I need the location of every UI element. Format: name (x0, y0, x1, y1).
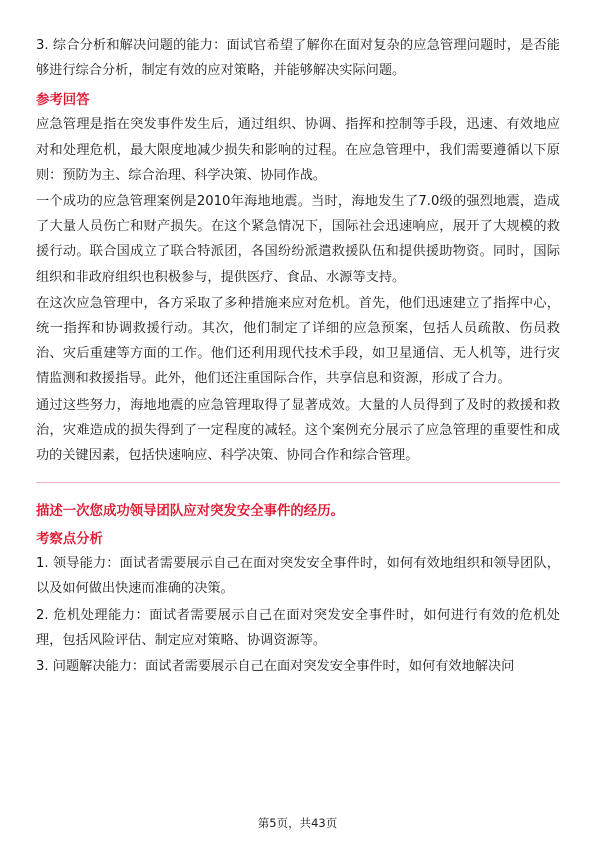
answer-paragraph-1: 应急管理是指在突发事件发生后，通过组织、协调、指挥和控制等手段，迅速、有效地应对和处理危机，最大限度地减少损失和影响的过程。在应急管理中，我们需要遵循以下原则：预防为主、综合治理、科学决策、协同作战。 (36, 117, 560, 183)
analysis-heading: 考察点分析 (36, 532, 103, 548)
answer-heading: 参考回答 (36, 93, 90, 109)
page-footer: 第5页，共43页 (257, 816, 338, 830)
answer-paragraph-3: 在这次应急管理中，各方采取了多种措施来应对危机。首先，他们迅速建立了指挥中心，统一指挥和协调救援行动。其次，他们制定了详细的应急预案，包括人员疏散、伤员救治、灾后重建等方面的工作。他们还利用现代技术手段，如卫星通信、无人机等，进行灾情监测和救援指导。此外，他们还注重国际合作，共享信息和资源，形成了合力。 (36, 295, 560, 387)
analysis-paragraph-1: 1. 领导能力：面试者需要展示自己在面对突发安全事件时，如何有效地组织和领导团队，以及如何做出快速而准确的决策。 (36, 556, 560, 597)
intro-paragraph: 3. 综合分析和解决问题的能力：面试官希望了解你在面对复杂的应急管理问题时，是否能够进行综合分析，制定有效的应对策略，并能够解决实际问题。 (36, 38, 560, 79)
analysis-paragraph-3: 3. 问题解决能力：面试者需要展示自己在面对突发安全事件时，如何有效地解决问 (36, 659, 515, 675)
answer-paragraph-2: 一个成功的应急管理案例是2010年海地地震。当时，海地发生了7.0级的强烈地震，造成了大量人员伤亡和财产损失。在这个紧急情况下，国际社会迅速响应，展开了大规模的救援行动。联合国成立了联合特派团，各国纷纷派遣救援队伍和提供援助物资。同时，国际组织和非政府组织也积极参与，提供医疗、食品、水源等支持。 (36, 194, 560, 285)
document-page (36, 33, 560, 679)
analysis-paragraph-2: 2. 危机处理能力：面试者需要展示自己在面对突发安全事件时，如何进行有效的危机处理，包括风险评估、制定应对策略、协调资源等。 (36, 607, 560, 648)
question-heading: 描述一次您成功领导团队应对突发安全事件的经历。 (36, 504, 344, 520)
section-divider (36, 482, 560, 483)
answer-paragraph-4: 通过这些努力，海地地震的应急管理取得了显著成效。大量的人员得到了及时的救援和救治，灾难造成的损失得到了一定程度的减轻。这个案例充分展示了应急管理的重要性和成功的关键因素，包括快速响应、科学决策、协同合作和综合管理。 (36, 397, 560, 464)
